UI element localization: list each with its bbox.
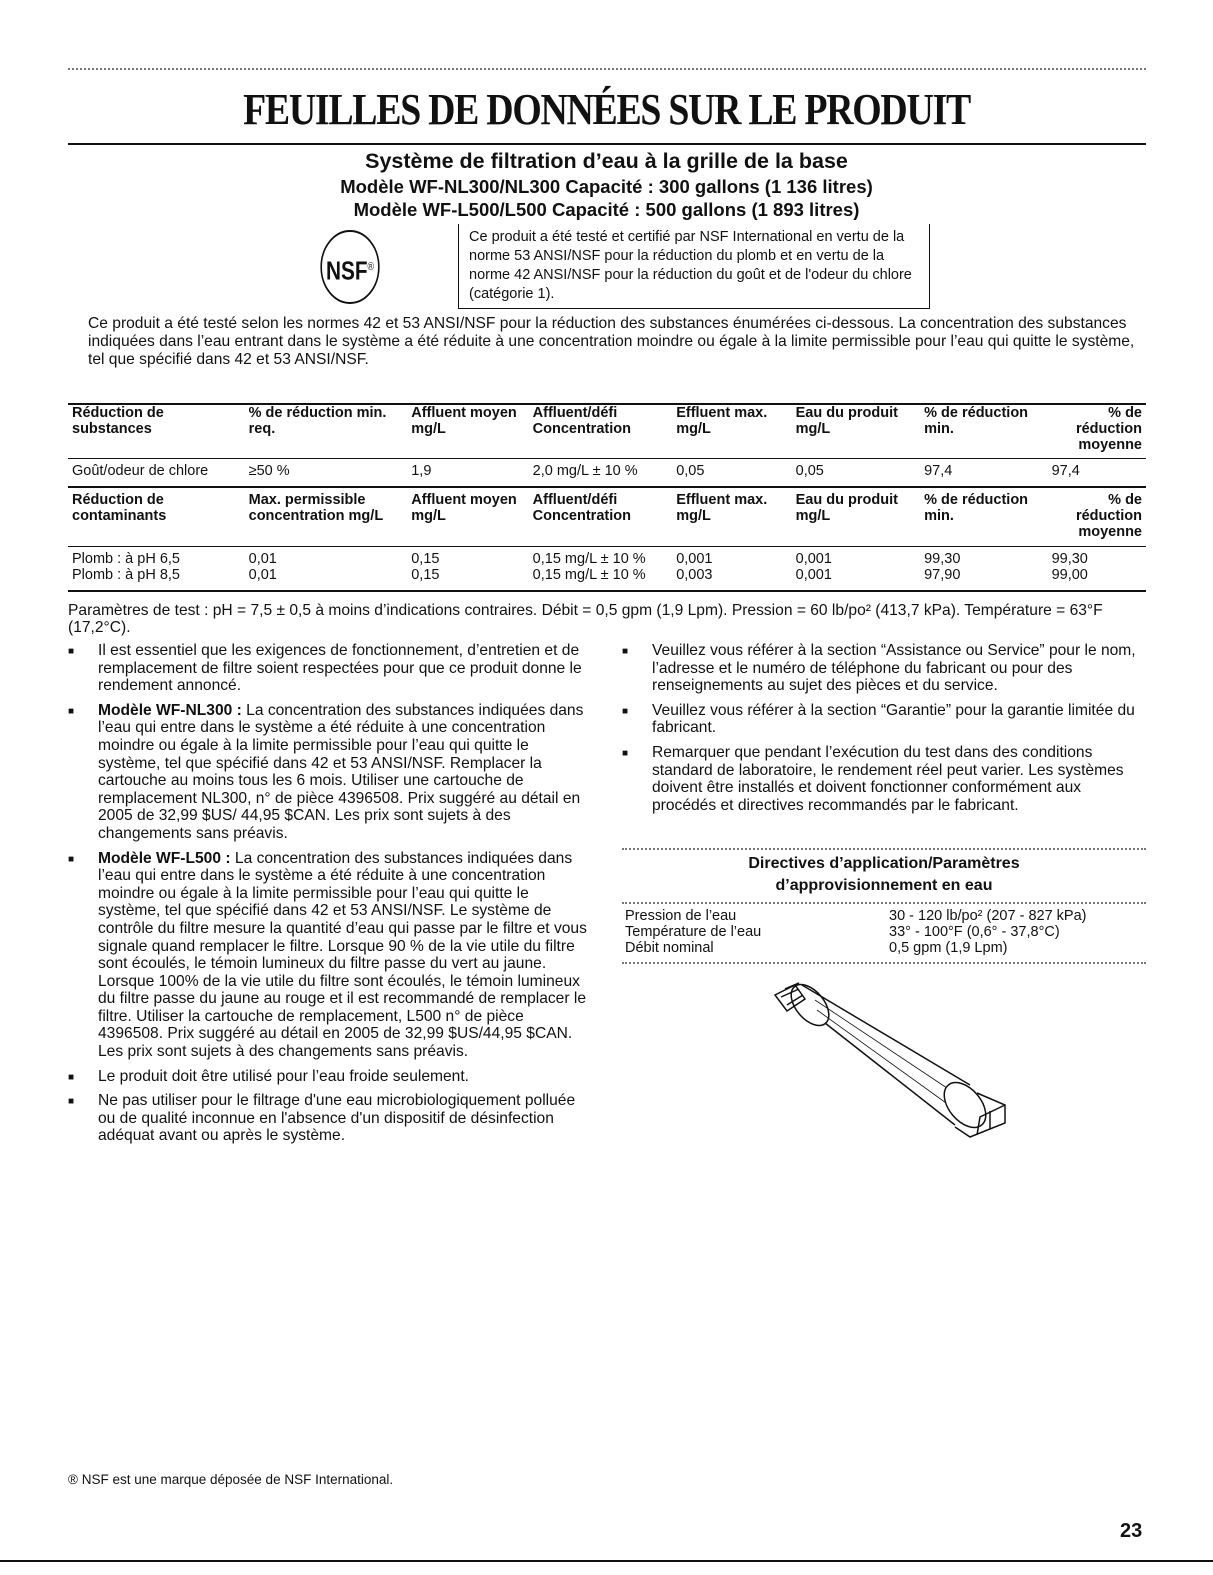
table-cell: Pression de l’eau [625,908,737,924]
table-cell: 97,4 [924,463,953,479]
contaminants-table-body [68,551,1146,583]
table-header: Réduction de substances [72,405,164,437]
table-cell: 0,15 [411,551,440,567]
table-cell: Débit nominal [625,940,714,956]
nsf-logo-text: NSF [325,255,368,286]
table-header: Eau du produit mg/L [795,492,898,524]
table-cell: 0,05 [795,463,824,479]
table-cell: 1,9 [411,463,432,479]
model-label: Modèle WF-L500 : [98,849,231,867]
table-cell: 0,001 [795,567,832,583]
directives-title-line2: d’approvisionnement en eau [775,877,993,894]
table-header: Affluent moyen mg/L [411,405,517,437]
table-cell: Température de l’eau [625,924,762,940]
table-header: Effluent max. mg/L [676,492,768,524]
table-header: Affluent/défi Concentration [532,492,631,524]
table-cell: Plomb : à pH 6,5 [72,551,180,567]
directives-mid-dotted-rule [622,902,1146,904]
substances-table [68,405,1146,453]
directives-title [622,853,1146,897]
list-item: ■ Veuillez vous référer à la section “Assistance ou Service” pour le nom, l’adresse et le numéro de téléphone du fabricant ou pour des renseignements au sujet des pièces et du service. [622,642,1148,695]
table-cell: 0,001 [795,551,832,567]
bottom-rule [0,1560,1213,1562]
table-cell: 0,003 [676,567,713,583]
table-cell: 0,05 [676,463,705,479]
list-item: ■ Le produit doit être utilisé pour l’eau froide seulement. [68,1068,588,1086]
table-header: Affluent/défi Concentration [532,405,631,437]
table2-top-rule [68,486,1146,488]
intro-paragraph: Ce produit a été testé selon les normes 42 et 53 ANSI/NSF pour la réduction des substances énumérées ci-dessous. La concentration des substances indiquées dans l’eau entrant dans le système a été réduite à une concentration moindre ou égale à la limite permissible pour l’eau qui quitte le système, tel que spécifié dans 42 et 53 ANSI/NSF. [88,315,1135,368]
table-cell: 2,0 mg/L ± 10 % [532,463,638,479]
table-cell: Goût/odeur de chlore [72,463,209,479]
table-cell: 97,4 [1051,463,1080,479]
directives-bottom-dotted-rule [622,962,1146,964]
list-item: ■ Ne pas utiliser pour le filtrage d'une eau microbiologiquement polluée ou de qualité inconnue en l'absence d'un dispositif de désinfection adéquat avant ou après le système. [68,1092,588,1145]
table-header: % de réduction min. [924,492,1029,524]
table-header: % de réduction moyenne [1075,405,1142,453]
top-dotted-rule [68,68,1146,70]
system-heading: Système de filtration d’eau à la grille de la base [365,149,848,173]
table-header: Max. permissible concentration mg/L [248,492,384,524]
table-header: Affluent moyen mg/L [411,492,517,524]
substances-table-body [68,463,1146,479]
page-title: FEUILLES DE DONNÉES SUR LE PRODUIT [243,85,970,134]
table-row [68,551,1146,567]
model-l500-heading: Modèle WF-L500/L500 Capacité : 500 gallons (1 893 litres) [353,199,860,220]
test-parameters: Paramètres de test : pH = 7,5 ± 0,5 à moins d’indications contraires. Débit = 0,5 gpm (1,9 Lpm). Pression = 60 lb/po² (413,7 kPa). Température = 63°F (17,2°C). [68,602,1103,636]
contaminants-table [68,492,1146,540]
table-cell: Plomb : à pH 8,5 [72,567,180,583]
table-row [68,463,1146,479]
table-cell: 99,30 [924,551,961,567]
table-header: % de réduction min. req. [248,405,387,437]
list-item: ■ Veuillez vous référer à la section “Garantie” pour la garantie limitée du fabricant. [622,702,1148,737]
table-row [622,908,1089,924]
model-nl300-heading: Modèle WF-NL300/NL300 Capacité : 300 gallons (1 136 litres) [340,176,873,197]
table-header: Effluent max. mg/L [676,405,768,437]
list-item: ■ Il est essentiel que les exigences de fonctionnement, d’entretien et de remplacement de filtre soient respectées pour que ce produit donne le rendement annoncé. [68,642,588,695]
table-cell: 0,5 gpm (1,9 Lpm) [889,940,1008,956]
footnote: ® NSF est une marque déposée de NSF International. [68,1472,394,1487]
table-header-row [68,492,1146,540]
list-item: ■ Modèle WF-L500 : La concentration des substances indiquées dans l’eau qui entre dans le système a été réduite à une concentration moindre ou égale à la limite permissible pour l’eau qui quitte le système, tel que spécifié dans 42 et 53 ANSI/NSF. Le système de contrôle du filtre mesure la quantité d’eau qui passe par le filtre et vous signale quand remplacer le filtre. Lorsque 90 % de la vie utile du filtre sont écoulés, le témoin lumineux du filtre passe du vert au jaune. Lorsque 100% de la vie utile du filtre sont écoulés, le témoin lumineux du filtre passe du jaune au rouge et il est recommandé de remplacer le filtre. Utiliser la cartouche de remplacement, L500 n° de pièce 4396508. Prix suggéré au détail en 2005 de 32,99 $US/44,95 $CAN. Les prix sont sujets à des changements sans préavis. [68,850,588,1061]
table-header: % de réduction moyenne [1075,492,1142,540]
filter-cartridge-illustration [755,975,1035,1145]
table-cell: 99,30 [1051,551,1088,567]
certification-box: Ce produit a été testé et certifié par NSF International en vertu de la norme 53 ANSI/NSF pour la réduction du plomb et en vertu de la norme 42 ANSI/NSF pour la réduction du goût et de l'odeur du chlore (catégorie 1). [458,224,930,309]
table-cell: 0,15 mg/L ± 10 % [532,567,646,583]
model-label: Modèle WF-NL300 : [98,701,242,719]
page-number: 23 [1120,1520,1143,1542]
table-cell: 0,15 mg/L ± 10 % [532,551,646,567]
list-item: ■ Modèle WF-NL300 : La concentration des substances indiquées dans l’eau qui entre dans le système a été réduite à une concentration moindre ou égale à la limite permissible pour l’eau qui quitte le système, tel que spécifié dans 42 et 53 ANSI/NSF. Remplacer la cartouche au moins tous les 6 mois. Utiliser une cartouche de remplacement NL300, n° de pièce 4396508. Prix suggéré au détail en 2005 de 32,99 $US/ 44,95 $CAN. Les prix sont sujets à des changements sans préavis. [68,702,588,843]
right-column [622,642,1148,821]
table-row [68,567,1146,583]
nsf-logo: NSF® [320,230,379,304]
table-cell: ≥50 % [248,463,290,479]
table-cell: 0,01 [248,551,277,567]
table-header: Réduction de contaminants [72,492,167,524]
table-header: Eau du produit mg/L [795,405,898,437]
left-column [68,642,588,1152]
table-cell: 99,00 [1051,567,1088,583]
table-cell: 30 - 120 lb/po² (207 - 827 kPa) [889,908,1087,924]
table-header: % de réduction min. [924,405,1029,437]
directives-top-dotted-rule [622,848,1146,850]
directives-title-line1: Directives d’application/Paramètres [748,855,1020,872]
table1-header-rule [68,458,1146,459]
directives-table [622,908,1089,956]
table-bottom-rule [68,590,1146,592]
list-item: ■ Remarquer que pendant l’exécution du test dans des conditions standard de laboratoire, le rendement réel peut varier. Les systèmes doivent être installés et doivent fonctionner conformément aux procédés et directives recommandés par le fabricant. [622,744,1148,814]
table2-header-rule [68,546,1146,547]
title-rule [68,143,1146,145]
table-row [622,940,1089,956]
table-cell: 0,01 [248,567,277,583]
table-cell: 33° - 100°F (0,6° - 37,8°C) [889,924,1060,940]
table-row [622,924,1089,940]
table-cell: 97,90 [924,567,961,583]
table-header-row [68,405,1146,453]
table-cell: 0,001 [676,551,713,567]
table-cell: 0,15 [411,567,440,583]
